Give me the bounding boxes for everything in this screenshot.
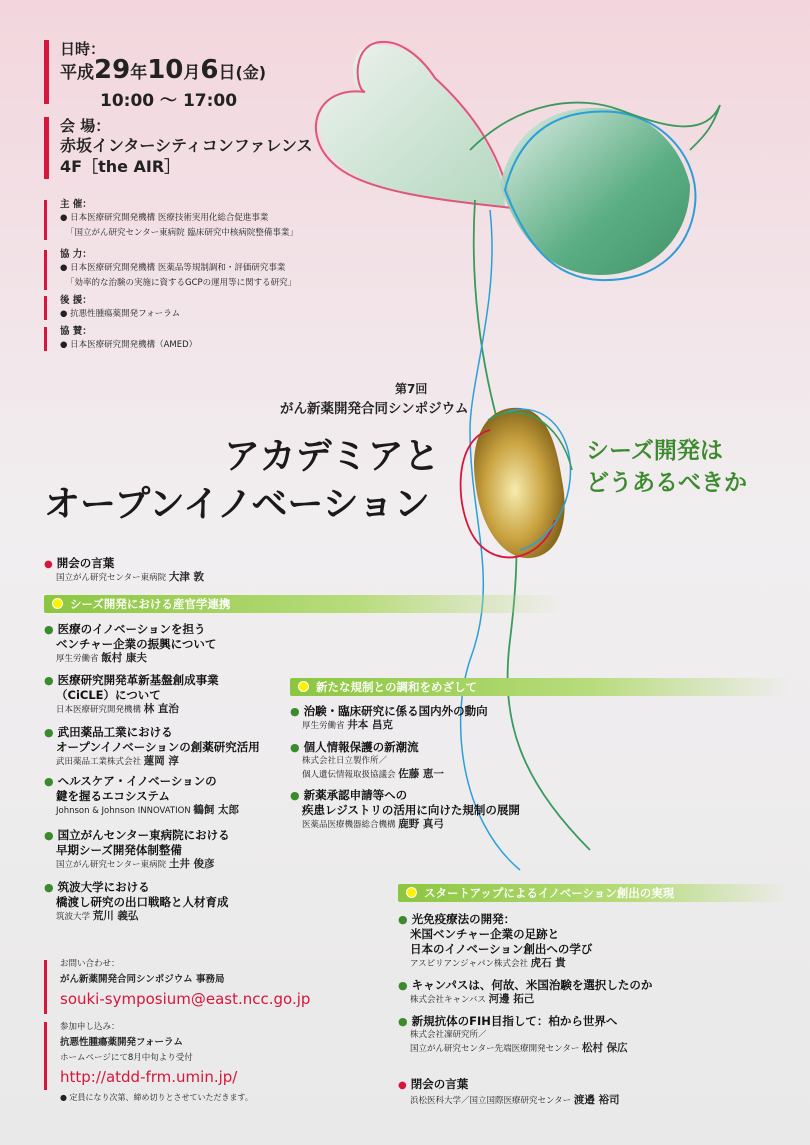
organizer-label-sponsor: 協 賛： [60, 326, 92, 337]
list-item: ● 新規抗体のFIH目指して：柏から世界へ 株式会社凜研究所／ 国立がん研究センター先端医療開発センター 松村 保広 [398, 1014, 628, 1054]
venue-accent-bar [44, 117, 49, 179]
list-item: ● 個人情報保護の新潮流 株式会社日立製作所／ 個人遺伝情報取扱協議会 佐藤 恵一 [290, 740, 444, 780]
organizer-bar [44, 200, 47, 240]
apply-url-link[interactable]: http://atdd-frm.umin.jp/ [60, 1068, 238, 1086]
main-title-line2: オープンイノベーション [44, 483, 430, 525]
inquiry-label: お問い合わせ： [60, 959, 120, 969]
organizer-label-host: 主 催： [60, 199, 92, 210]
section2-list [290, 704, 590, 836]
subtitle-line1: シーズ開発は [586, 438, 723, 464]
opening-remarks: ● 開会の言葉 [44, 556, 115, 570]
apply-org: 抗悪性腫瘍薬開発フォーラム [60, 1037, 183, 1048]
subtitle-line2: どうあるべきか [586, 470, 747, 496]
section-title-2: 新たな規制との調和をめざして [316, 680, 477, 694]
support-bar [44, 296, 47, 320]
section-dot-icon [52, 598, 63, 609]
contact-bar [44, 960, 47, 1014]
list-item: ● 筑波大学における 橋渡し研究の出口戦略と人材育成 筑波大学 荒川 義弘 [44, 880, 229, 922]
organizer-host-line1: ● 日本医療研究開発機構 医療技術実用化総合促進事業 [60, 213, 269, 223]
section-dot-icon [406, 887, 417, 898]
capacity-note: ● 定員になり次第、締め切りとさせていただきます。 [60, 1093, 253, 1102]
section-title-1: シーズ開発における産官学連携 [70, 597, 231, 611]
list-item: ● ヘルスケア・イノベーションの 鍵を握るエコシステム Johnson & Johnson INNOVATION 鶴飼 太郎 [44, 774, 240, 816]
venue-floor: 4F［the AIR］ [60, 157, 181, 176]
organizer-label-support: 後 援： [60, 295, 92, 306]
date-label: 日時： [60, 40, 106, 58]
main-title-line1: アカデミアと [224, 435, 440, 477]
symposium-series: がん新薬開発合同シンポジウム [280, 401, 469, 417]
list-item: ● 国立がんセンター東病院における 早期シーズ開発体制整備 国立がん研究センター東病院 土井 俊彦 [44, 828, 230, 870]
list-item: ● 新薬承認申請等への 疾患レジストリの活用に向けた規制の展開 医薬品医療機器総合機構 鹿野 真弓 [290, 788, 520, 830]
organizer-label-cooperation: 協 力： [60, 249, 92, 260]
apply-label: 参加申し込み： [60, 1022, 120, 1032]
organizer-cooperation-line1: ● 日本医療研究開発機構 医薬品等規制調和・評価研究事業 [60, 263, 286, 273]
edition: 第7回 [395, 382, 428, 396]
event-time: 10:00 〜 17:00 [100, 91, 238, 111]
closing-speaker: 浜松医科大学／国立国際医療研究センター 渡邉 裕司 [410, 1094, 620, 1106]
list-item: ● 光免疫療法の開発： 米国ベンチャー企業の足跡と 日本のイノベーション創出への学び アスピリアンジャパン株式会社 虎石 貴 [398, 912, 593, 969]
list-item: ● 治験・臨床研究に係る国内外の動向 厚生労働省 井本 昌克 [290, 704, 488, 731]
organizer-host-line2: 「国立がん研究センター東病院 臨床研究中核病院整備事業」 [66, 228, 298, 238]
list-item: ● 医療研究開発革新基盤創成事業 （CiCLE）について 日本医療研究開発機構 林 直治 [44, 673, 219, 715]
sponsor-bar [44, 327, 47, 351]
list-item: ● キャンパスは、何故、米国治験を選択したのか 株式会社キャンバス 河邊 拓己 [398, 978, 653, 1005]
section3-list [398, 912, 778, 1062]
organizer-sponsor-line1: ● 日本医療研究開発機構（AMED） [60, 340, 198, 350]
section-dot-icon [298, 681, 309, 692]
opening-speaker: 国立がん研究センター東病院 大津 敦 [56, 571, 205, 583]
section-band-2 [290, 678, 790, 696]
section-title-3: スタートアップによるイノベーション創出の実現 [424, 886, 675, 900]
venue-name: 赤坂インターシティコンファレンス [60, 136, 313, 155]
list-item: ● 武田薬品工業における オープンイノベーションの創薬研究活用 武田薬品工業株式会社 蓮岡 淳 [44, 725, 260, 767]
venue-label: 会 場： [60, 117, 111, 135]
organizer-cooperation-line2: 「効率的な治験の実施に資するGCPの運用等に関する研究」 [66, 278, 297, 288]
contact-email-link[interactable]: souki-symposium@east.ncc.go.jp [60, 990, 311, 1008]
event-date: 平成29年10月6日(金) [60, 55, 267, 85]
inquiry-org: がん新薬開発合同シンポジウム 事務局 [60, 974, 225, 985]
apply-note: ホームページにて8月中旬より受付 [60, 1053, 193, 1063]
section1-list [44, 622, 294, 930]
date-accent-bar [44, 40, 49, 104]
section-band-3 [398, 884, 790, 902]
cooperation-bar [44, 250, 47, 290]
list-item: ● 医療のイノベーションを担う ベンチャー企業の振興について 厚生労働省 飯村 康夫 [44, 622, 217, 664]
apply-bar [44, 1022, 47, 1090]
closing-remarks: ● 閉会の言葉 [398, 1077, 469, 1091]
section-band-1 [44, 595, 564, 613]
organizer-support-line1: ● 抗悪性腫瘍薬開発フォーラム [60, 309, 181, 319]
